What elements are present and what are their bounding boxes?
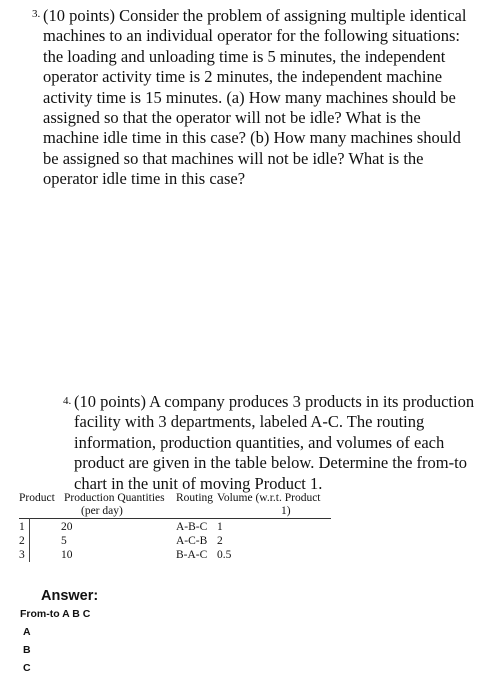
header-volume: Volume (w.r.t. Product <box>217 492 321 504</box>
cell-volume: 1 <box>217 521 223 533</box>
cell-volume: 0.5 <box>217 549 232 561</box>
header-per-day: (per day) <box>81 505 123 517</box>
from-to-row-label: B <box>23 644 31 656</box>
header-routing: Routing <box>176 492 214 504</box>
cell-quantity: 20 <box>61 521 73 533</box>
question-3-number: 3. <box>32 8 41 20</box>
question-4-number: 4. <box>63 395 72 407</box>
cell-routing: B-A-C <box>176 549 208 561</box>
cell-product: 1 <box>19 521 25 533</box>
product-table <box>19 492 331 561</box>
header-volume-continued: 1) <box>281 505 291 517</box>
cell-product: 2 <box>19 535 25 547</box>
table-row <box>19 534 331 548</box>
from-to-row-label: A <box>23 626 31 638</box>
question-4 <box>63 392 475 494</box>
from-to-row-label: C <box>23 662 31 674</box>
cell-quantity: 10 <box>61 549 73 561</box>
header-product: Product <box>19 492 55 504</box>
table-rule <box>19 518 331 519</box>
question-4-text: (10 points) A company produces 3 products in its production facility with 3 departments, labeled A-C. The routing information, production quantities, and volumes of each product are given in the table below. Determine the from-to chart in the unit of moving Product 1. <box>74 392 475 493</box>
table-header <box>19 492 331 518</box>
answer-title: Answer: <box>41 588 99 604</box>
table-row <box>19 520 331 534</box>
table-row <box>19 548 331 562</box>
cell-product: 3 <box>19 549 25 561</box>
cell-volume: 2 <box>217 535 223 547</box>
question-3 <box>32 6 472 190</box>
cell-routing: A-C-B <box>176 535 208 547</box>
cell-routing: A-B-C <box>176 521 208 533</box>
cell-quantity: 5 <box>61 535 67 547</box>
question-3-text: (10 points) Consider the problem of assigning multiple identical machines to an individual operator for the following situations: the loading and unloading time is 5 minutes, the independent operator activity time is 2 minutes, the independent machine activity time is 15 minutes. (a) How many machines should be assigned so that the operator will not be idle? What is the machine idle time in this case? (b) How many machines should be assigned so that machines will not be idle? What is the operator idle time in this case? <box>43 6 467 189</box>
from-to-header: From-to A B C <box>20 608 91 620</box>
header-production-quantities: Production Quantities <box>64 492 165 504</box>
